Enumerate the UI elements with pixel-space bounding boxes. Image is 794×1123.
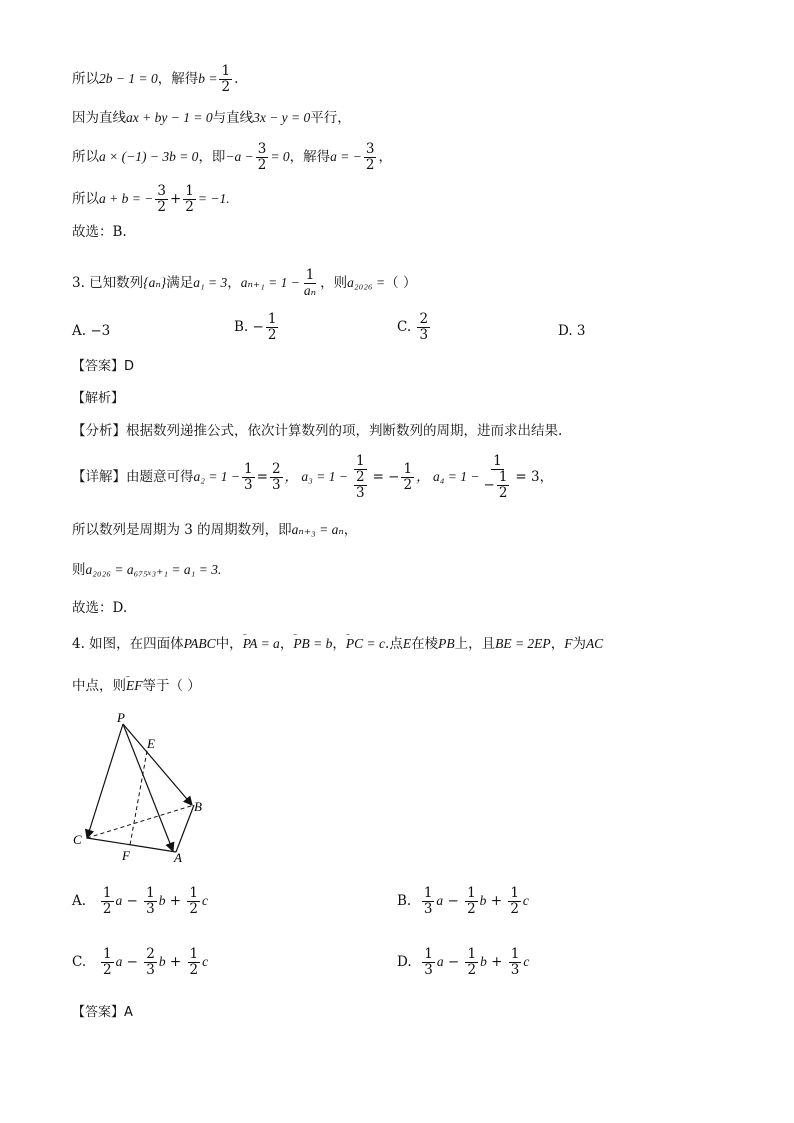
question-4-stem: 4. 如图，在四面体PABC中，ᵕᵕᵕ PA = a，ᵕᵕᵕ PB = b，ᵕᵕᵕ PC = c.点E在棱PB上，且BE = 2EP，F为AC (72, 634, 603, 654)
question-4-stem-2: 中点，则ᵕᵕᵕ EF等于（ ） (72, 676, 201, 696)
equation: ax + by − 1 = 0 (126, 110, 213, 125)
solution-line-3 (72, 142, 392, 173)
solution-choice: 故选：B. (72, 224, 127, 240)
equation: a₂₀₂₆ = (347, 274, 386, 290)
q4-option-b: B. $\frac{1}{3}$ a − $\frac{1}{2}$ b + $\frac{1}{2}$ c (397, 885, 529, 917)
text: . (234, 70, 239, 87)
equation: a × (−1) − 3b = 0 (99, 148, 199, 164)
equation: = −1. (197, 190, 230, 206)
text: ，解得 (289, 148, 331, 165)
edge-ca (87, 838, 176, 852)
q4-option-c: C. $\frac{1}{2}$ a − $\frac{2}{3}$ b + $\frac{1}{2}$ c (72, 946, 209, 978)
text: 因为直线 (72, 110, 126, 126)
solution-line-4 (72, 184, 230, 215)
equation: a + b = − (99, 190, 154, 206)
segment-ef (130, 751, 147, 845)
edge-pb (123, 724, 192, 805)
equation: b = (198, 70, 218, 86)
equation: aₙ₊₁ = 1 − (240, 274, 300, 290)
label-a: A (174, 850, 182, 865)
text: + (169, 190, 182, 207)
text: 所以 (72, 70, 99, 87)
fraction: $\frac{1}{2}$ (221, 63, 231, 95)
analysis-text: 【分析】根据数列递推公式，依次计算数列的项，判断数列的周期，进而求出结果. (72, 423, 563, 439)
equation: a = − (330, 148, 362, 164)
q4-option-d: D. $\frac{1}{3}$ a − $\frac{1}{2}$ b + $\frac{1}{3}$ c (397, 946, 530, 978)
label-p: P (117, 710, 125, 725)
question-3-stem (72, 268, 416, 299)
solution-line-2 (72, 108, 351, 128)
text: 3. 已知数列 (72, 274, 144, 291)
equation: ， a₄ = 1 − (416, 468, 480, 484)
text: 所以 (72, 148, 99, 165)
text: ，则 (320, 274, 348, 291)
equation: a₁ = 3 (193, 274, 228, 290)
q4-answer-label: 【答案】A (72, 1005, 133, 1020)
text: ，即 (198, 148, 226, 165)
text: 满足 (166, 274, 194, 291)
option-c: C. $\frac{2}{3}$ (397, 311, 429, 343)
text: 【详解】由题意可得 (72, 468, 194, 485)
text: 与直线 (212, 110, 254, 126)
fraction: $\frac{1}{2}$ (185, 183, 194, 215)
text: 平行， (310, 110, 351, 126)
choice-line: 故选：D. (72, 600, 128, 616)
period-line: 所以数列是周期为 3 的周期数列，即aₙ₊₃ = aₙ， (72, 522, 358, 538)
option-d: D. 3 (558, 323, 586, 339)
text: ，解得 (157, 70, 199, 87)
label-f: F (122, 848, 130, 863)
final-line: 则a₂₀₂₆ = a₆₇₅ₓ₃₊₁ = a₁ = 3. (72, 562, 222, 578)
equation: ， a₃ = 1 − (284, 468, 348, 484)
equation: 2b − 1 = 0 (99, 70, 158, 86)
fraction: $\frac{3}{2}$ (157, 183, 166, 215)
fraction: $\frac{3}{2}$ (365, 141, 375, 173)
label-b: B (194, 799, 202, 814)
analysis-label: 【解析】 (72, 391, 125, 406)
equation: a₂ = 1 − (193, 468, 241, 484)
answer-label: 【答案】D (72, 359, 135, 374)
edge-ab (176, 805, 194, 852)
q4-option-a: A. $\frac{1}{2}$ a − $\frac{1}{3}$ b + $\frac{1}{2}$ c (72, 885, 209, 917)
fraction: $\frac{3}{2}$ (257, 141, 267, 173)
option-a: A. −3 (72, 323, 111, 339)
label-c: C (73, 832, 82, 847)
label-e: E (147, 736, 155, 751)
tetrahedron-figure (70, 708, 220, 868)
equation: 3x − y = 0 (253, 110, 311, 125)
equation: −a − (225, 148, 254, 164)
edge-cb (87, 805, 194, 838)
solution-line-1 (72, 64, 238, 95)
text: 所以 (72, 190, 99, 207)
text: ， (227, 274, 241, 291)
option-b: B. − $\frac{1}{2}$ (234, 311, 277, 343)
text: （ ） (385, 274, 417, 291)
text: ， (378, 148, 392, 165)
fraction: $\frac{1}{\text{aₙ}}$ (303, 267, 317, 298)
equation: = 0 (270, 148, 290, 164)
equation: {aₙ} (143, 274, 167, 290)
detail-line: 【详解】由题意可得a₂ = 1 − $\frac{1}{3}$ = $\frac{2}{3}$ ， a₃ = 1 − $\frac{1}{\frac{2}{3}}$ = − $\frac{1}{2}$ ， a₄ = 1 − 1 − $\frac{1}{2}$ = 3， (72, 453, 554, 501)
edge-pc (87, 724, 123, 838)
